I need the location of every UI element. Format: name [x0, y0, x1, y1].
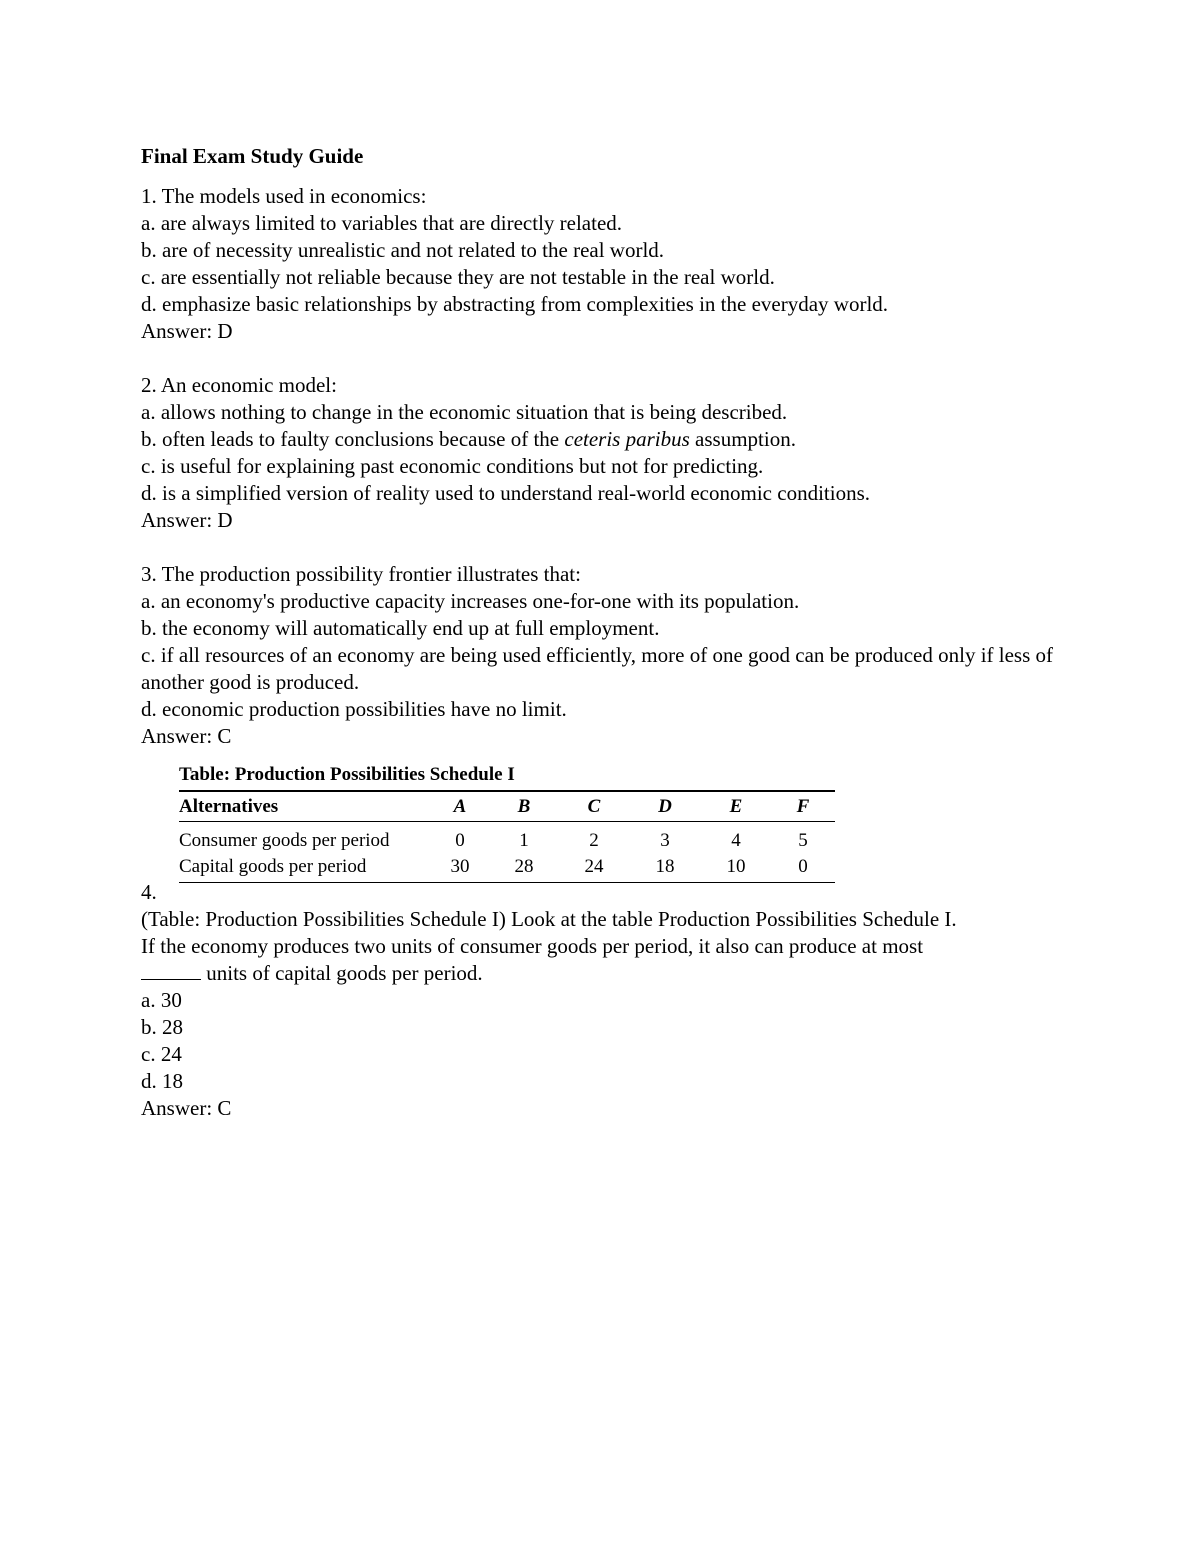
option-text-tail: assumption.: [689, 427, 796, 451]
question-1: [141, 183, 1081, 345]
question-stem: 2. An economic model:: [141, 373, 337, 397]
answer-option: c. if all resources of an economy are being used efficiently, more of one good can be produced only if less of another good is produced.: [141, 643, 1054, 694]
answer-option: c. are essentially not reliable because they are not testable in the real world.: [141, 265, 775, 289]
table-cell: 1: [519, 830, 529, 851]
question-stem: [141, 960, 1081, 987]
table-cell: 5: [798, 830, 808, 851]
column-header: B: [489, 792, 559, 822]
column-header: E: [701, 792, 771, 822]
answer-option: d. economic production possibilities have no limit.: [141, 697, 567, 721]
stem-text: units of capital goods per period.: [201, 961, 483, 985]
answer-key: Answer: C: [141, 1096, 232, 1120]
column-header: Alternatives: [179, 792, 431, 822]
table-header-row: [179, 792, 835, 822]
option-text: b. often leads to faulty conclusions because of the: [141, 427, 565, 451]
column-header: C: [559, 792, 629, 822]
table-cell: 30: [431, 854, 489, 883]
question-stem: 1. The models used in economics:: [141, 184, 427, 208]
answer-option: b. the economy will automatically end up at full employment.: [141, 616, 660, 640]
answer-key: Answer: D: [141, 319, 233, 343]
table-cell: 28: [489, 854, 559, 883]
answer-option: d. is a simplified version of reality used to understand real-world economic conditions.: [141, 481, 870, 505]
document-title: Final Exam Study Guide: [141, 144, 364, 168]
document-page: [141, 140, 1081, 1122]
answer-key: Answer: D: [141, 508, 233, 532]
fill-in-blank: [141, 961, 201, 980]
row-label: Consumer goods per period: [179, 830, 390, 851]
column-header: F: [771, 792, 835, 822]
table-caption: Table: Production Possibilities Schedule I: [179, 762, 835, 792]
row-label: Capital goods per period: [179, 854, 431, 883]
answer-option: b. 28: [141, 1015, 183, 1039]
answer-option: d. 18: [141, 1069, 183, 1093]
question-3: [141, 561, 1081, 750]
answer-option: b. are of necessity unrealistic and not related to the real world.: [141, 238, 665, 262]
question-2: [141, 372, 1081, 534]
question-4: [141, 879, 1081, 1122]
table-cell: 0: [771, 854, 835, 883]
column-header: A: [431, 792, 489, 822]
table-cell: 0: [455, 830, 465, 851]
table-cell: 2: [589, 830, 599, 851]
question-stem: 3. The production possibility frontier illustrates that:: [141, 562, 581, 586]
answer-option: [141, 426, 1081, 453]
answer-option: c. 24: [141, 1042, 182, 1066]
answer-option: d. emphasize basic relationships by abstracting from complexities in the everyday world.: [141, 292, 889, 316]
production-possibilities-table: [179, 762, 835, 883]
italic-term: ceteris paribus: [564, 427, 690, 451]
table-cell: 18: [629, 854, 701, 883]
question-stem: If the economy produces two units of consumer goods per period, it also can produce at most: [141, 934, 924, 958]
table-cell: 4: [731, 830, 741, 851]
table-cell: 24: [559, 854, 629, 883]
answer-option: a. allows nothing to change in the economic situation that is being described.: [141, 400, 788, 424]
table-cell: 10: [701, 854, 771, 883]
answer-key: Answer: C: [141, 724, 232, 748]
answer-option: c. is useful for explaining past economic conditions but not for predicting.: [141, 454, 764, 478]
answer-option: a. are always limited to variables that are directly related.: [141, 211, 623, 235]
schedule-table: [179, 792, 835, 883]
table-cell: 3: [660, 830, 670, 851]
question-number: 4.: [141, 880, 157, 904]
answer-option: a. an economy's productive capacity increases one-for-one with its population.: [141, 589, 800, 613]
column-header: D: [629, 792, 701, 822]
answer-option: a. 30: [141, 988, 182, 1012]
question-stem: (Table: Production Possibilities Schedule I) Look at the table Production Possibilities Schedule I.: [141, 907, 957, 931]
table-row: [179, 822, 835, 855]
